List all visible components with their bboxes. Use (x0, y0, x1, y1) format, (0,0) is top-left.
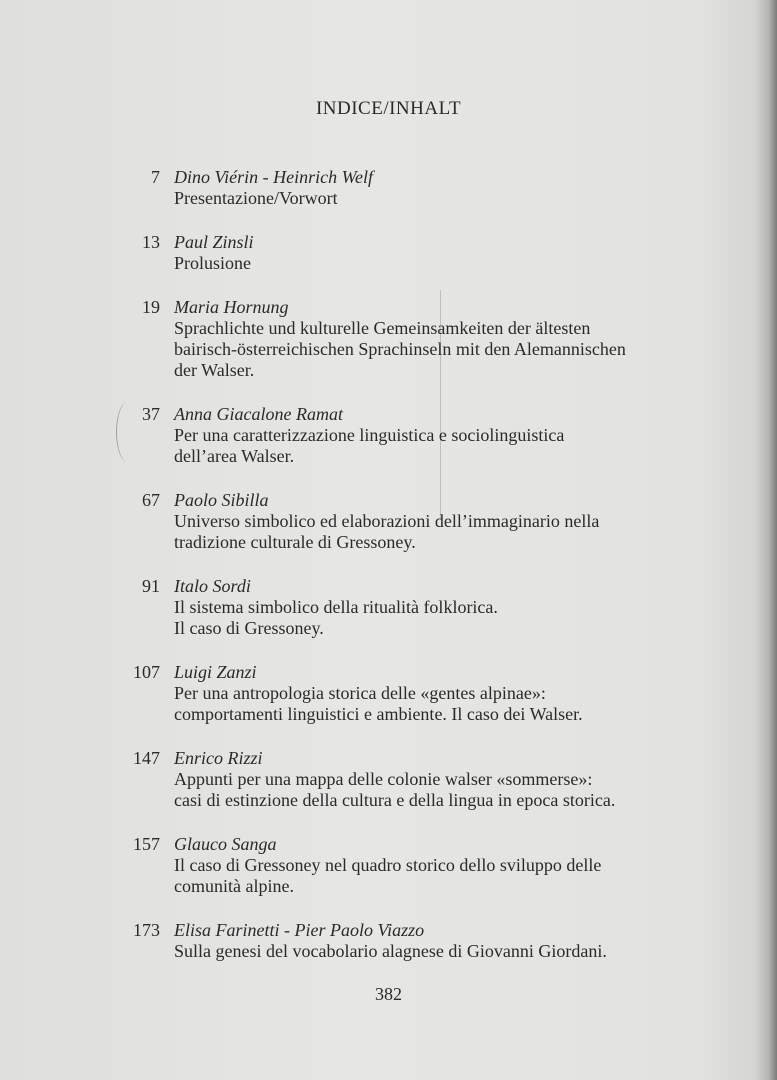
toc-entry (118, 833, 678, 897)
toc-page-number: 91 (142, 576, 160, 596)
toc-entry-body (174, 661, 678, 725)
toc-entry-body (174, 833, 678, 897)
toc-authors: Maria Hornung (174, 297, 289, 317)
toc-page-number: 147 (133, 748, 160, 768)
toc-page-number: 7 (151, 167, 160, 187)
toc-page-number: 67 (142, 490, 160, 510)
toc-entry-body (174, 747, 678, 811)
page-number: 382 (375, 984, 402, 1004)
toc-authors: Glauco Sanga (174, 834, 277, 854)
toc-authors: Dino Viérin - Heinrich Welf (174, 167, 373, 187)
toc-entry-body (174, 919, 678, 962)
toc-title-line: Universo simbolico ed elaborazioni dell’immaginario nella (174, 511, 600, 531)
toc-title-line: der Walser. (174, 360, 255, 380)
toc-entry-body (174, 166, 678, 209)
toc-entry (118, 747, 678, 811)
toc-entry-body (174, 231, 678, 274)
table-of-contents (118, 166, 678, 984)
toc-page-number: 173 (133, 920, 160, 940)
toc-title-line: dell’area Walser. (174, 446, 295, 466)
toc-entry-body (174, 489, 678, 553)
toc-entry-body (174, 296, 678, 381)
toc-authors: Paul Zinsli (174, 232, 254, 252)
toc-page-number: 157 (133, 834, 160, 854)
toc-title-line: Sprachlichte und kulturelle Gemeinsamkeiten der ältesten (174, 318, 591, 338)
toc-authors: Italo Sordi (174, 576, 251, 596)
toc-authors: Anna Giacalone Ramat (174, 404, 343, 424)
toc-page-number: 13 (142, 232, 160, 252)
toc-authors: Luigi Zanzi (174, 662, 257, 682)
toc-entry (118, 919, 678, 962)
toc-entry (118, 489, 678, 553)
toc-page-number: 107 (133, 662, 160, 682)
toc-title-line: Per una caratterizzazione linguistica e sociolinguistica (174, 425, 565, 445)
toc-authors: Paolo Sibilla (174, 490, 269, 510)
toc-entry (118, 231, 678, 274)
toc-authors: Elisa Farinetti - Pier Paolo Viazzo (174, 920, 425, 940)
toc-title-line: Il caso di Gressoney. (174, 618, 324, 638)
toc-authors: Enrico Rizzi (174, 748, 263, 768)
toc-entry (118, 403, 678, 467)
toc-page-number: 19 (142, 297, 160, 317)
toc-page-number: 37 (142, 404, 160, 424)
toc-title-line: casi di estinzione della cultura e della lingua in epoca storica. (174, 790, 616, 810)
toc-entry (118, 661, 678, 725)
toc-title-line: tradizione culturale di Gressoney. (174, 532, 416, 552)
toc-title-line: comunità alpine. (174, 876, 294, 896)
toc-title-line: Appunti per una mappa delle colonie walser «sommerse»: (174, 769, 593, 789)
toc-title-line: Presentazione/Vorwort (174, 188, 338, 208)
toc-title-line: Prolusione (174, 253, 252, 273)
toc-entry (118, 166, 678, 209)
toc-entry-body (174, 403, 678, 467)
toc-entry (118, 296, 678, 381)
toc-title-line: Il caso di Gressoney nel quadro storico dello sviluppo delle (174, 855, 602, 875)
toc-entry-body (174, 575, 678, 639)
toc-entry (118, 575, 678, 639)
toc-title-line: Sulla genesi del vocabolario alagnese di Giovanni Giordani. (174, 941, 607, 961)
page-heading: INDICE/INHALT (315, 98, 462, 119)
toc-title-line: comportamenti linguistici e ambiente. Il caso dei Walser. (174, 704, 583, 724)
book-spine-shadow (755, 0, 777, 1080)
toc-title-line: bairisch-österreichischen Sprachinseln mit den Alemannischen (174, 339, 626, 359)
toc-title-line: Il sistema simbolico della ritualità folklorica. (174, 597, 498, 617)
toc-title-line: Per una antropologia storica delle «gentes alpinae»: (174, 683, 546, 703)
